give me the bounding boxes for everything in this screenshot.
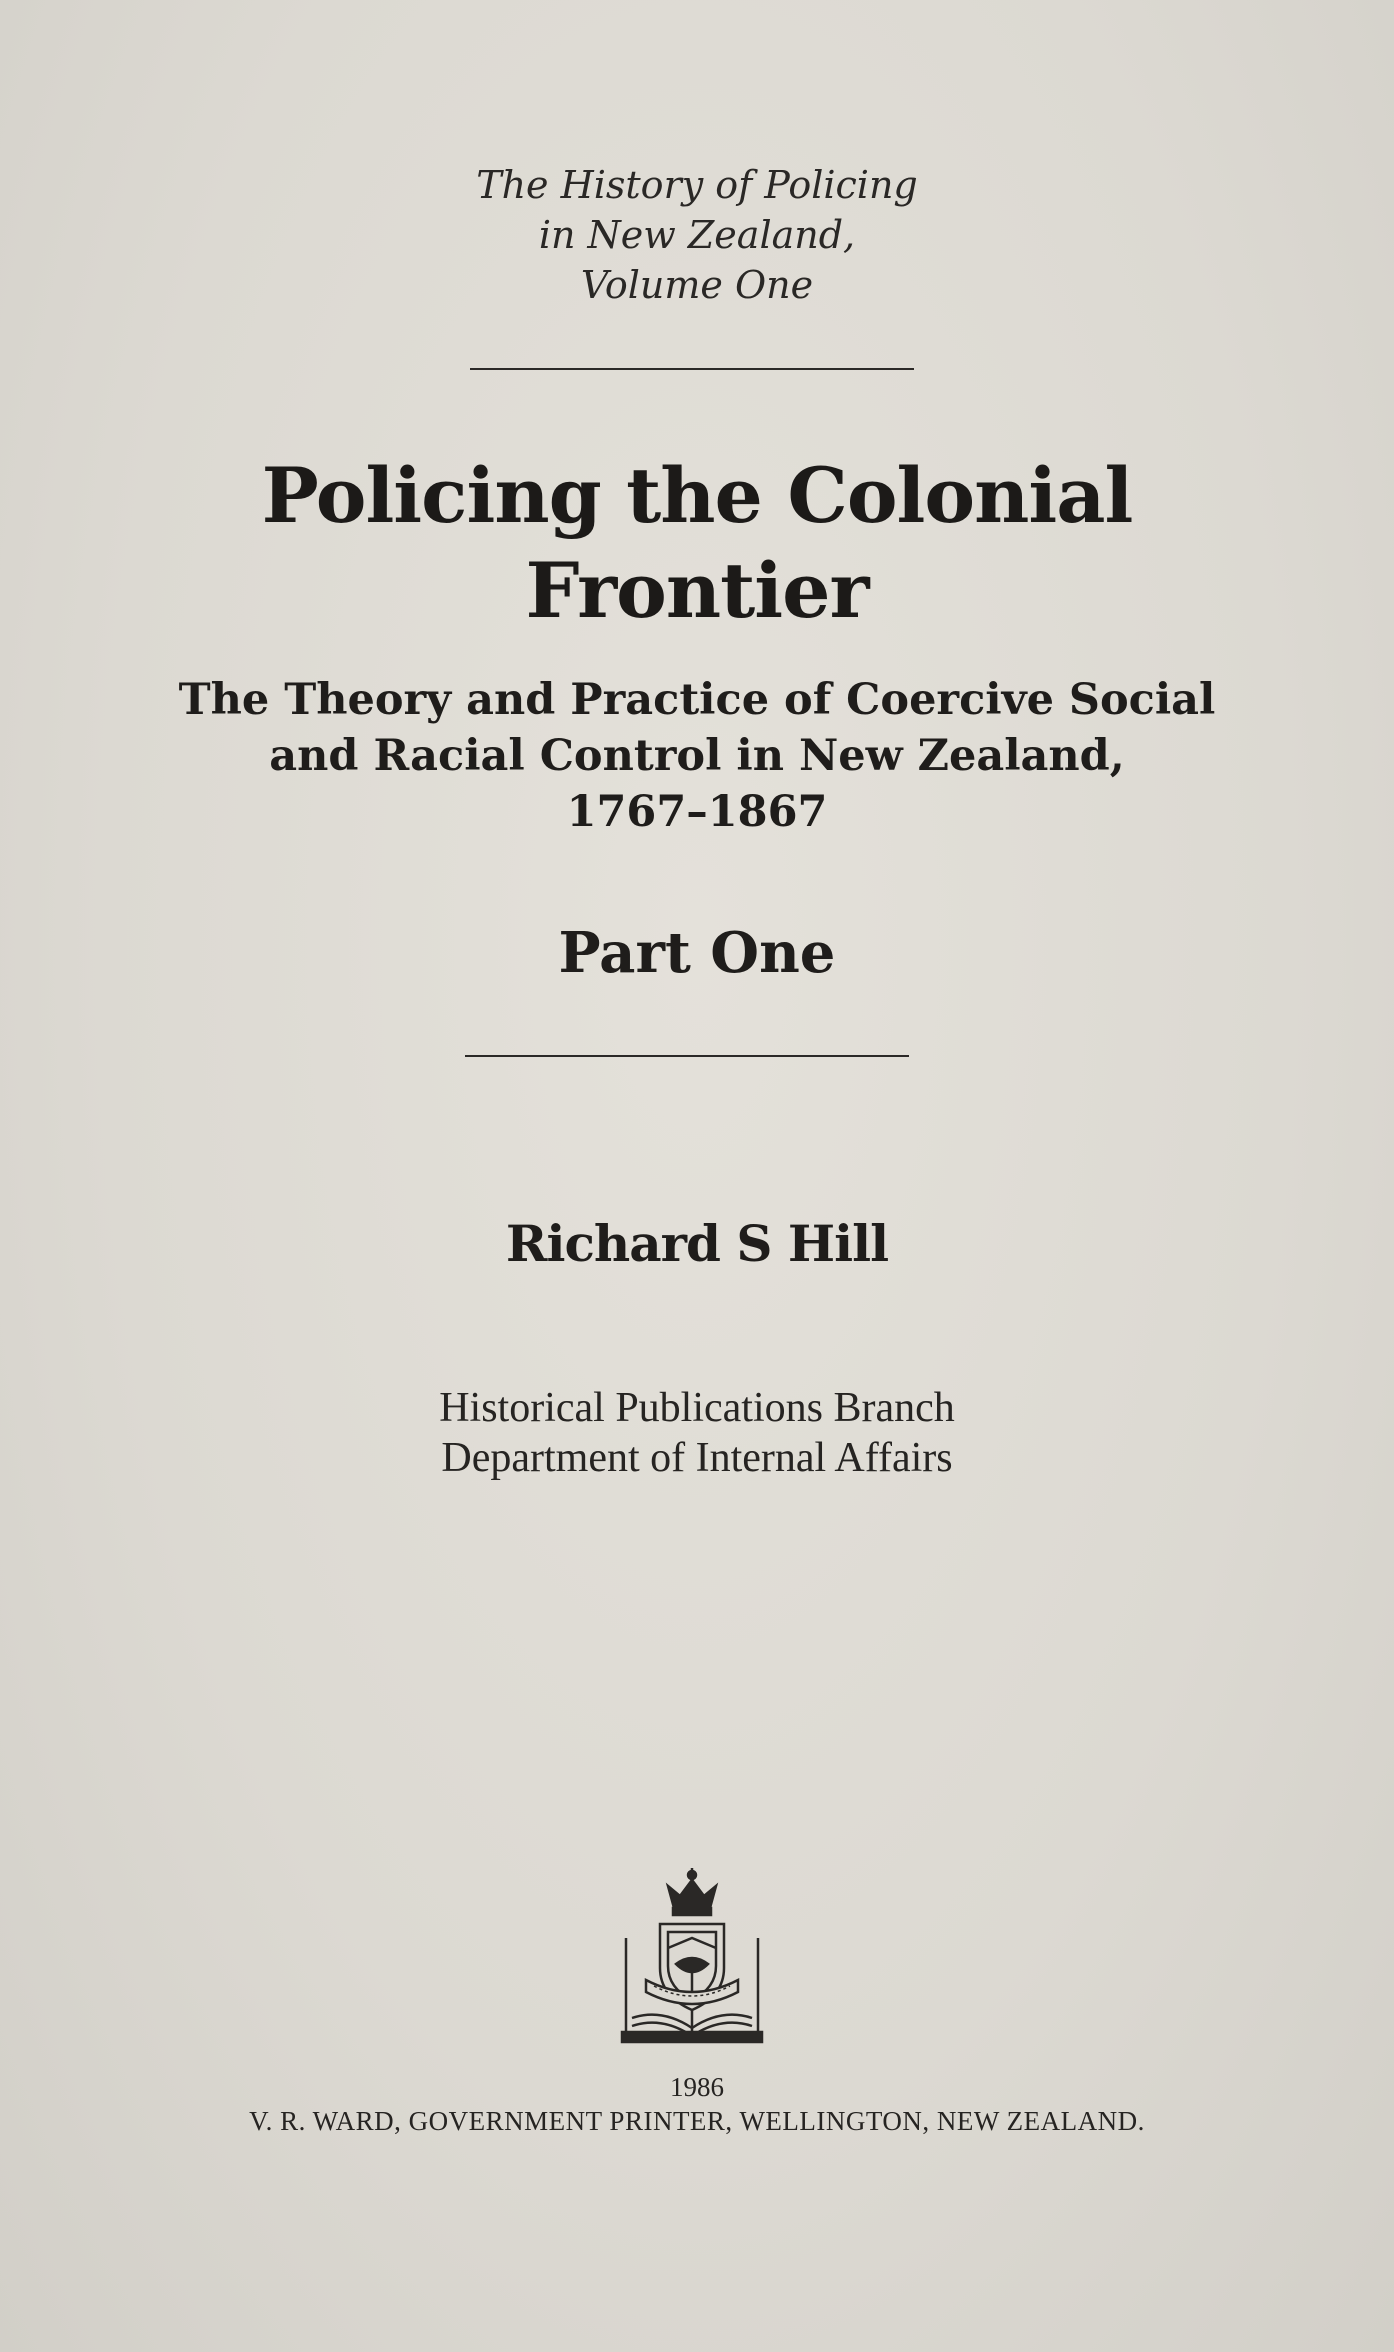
government-printer-crest-icon [618,1868,766,2046]
middle-divider [465,1055,909,1057]
book-title [0,448,1394,638]
series-title [0,160,1394,310]
series-title-line-2: in New Zealand, [538,213,856,257]
publication-year: 1986 [670,2072,724,2102]
publisher-line-1: Historical Publications Branch [439,1385,955,1431]
book-subtitle [0,672,1394,840]
book-title-line-2: Frontier [525,546,869,635]
printer-imprint: V. R. WARD, GOVERNMENT PRINTER, WELLINGTON, NEW ZEALAND. [249,2106,1145,2136]
author-name: Richard S Hill [505,1214,889,1273]
publisher-line-2: Department of Internal Affairs [441,1435,953,1481]
book-subtitle-line-2: and Racial Control in New Zealand, [269,731,1125,781]
publisher [0,1383,1394,1483]
series-title-line-1: The History of Policing [476,163,918,207]
top-divider [470,368,914,370]
book-subtitle-line-3: 1767–1867 [566,787,828,837]
part-label: Part One [558,920,836,986]
book-subtitle-line-1: The Theory and Practice of Coercive Social [178,675,1216,725]
book-title-line-1: Policing the Colonial [261,451,1133,540]
series-title-line-3: Volume One [580,263,814,307]
